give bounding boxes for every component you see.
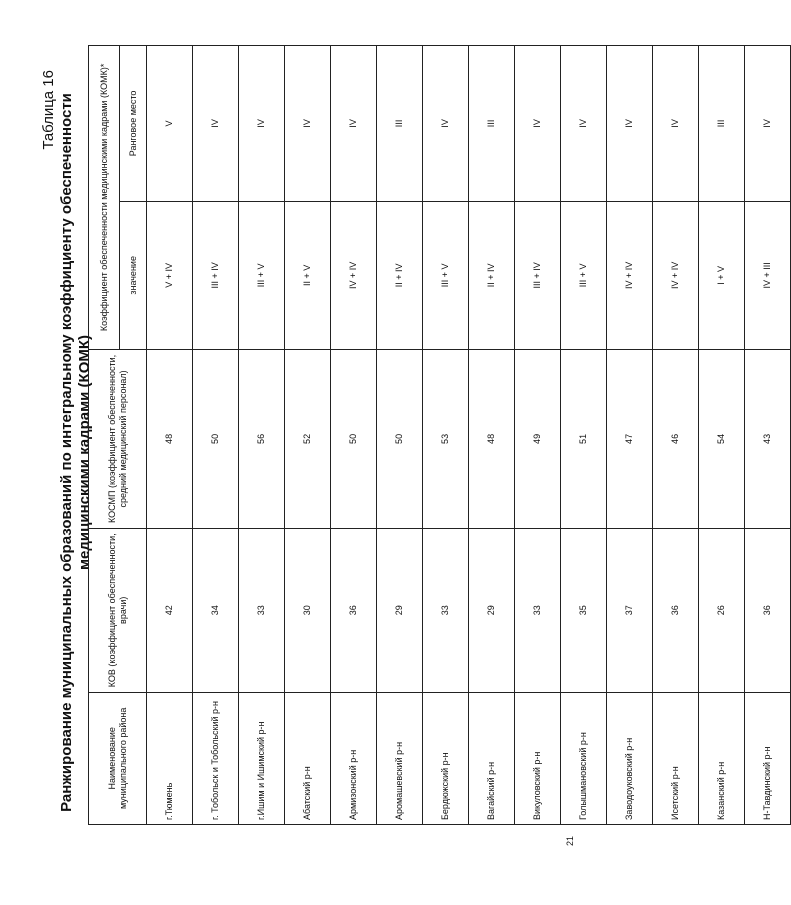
cell-value: III + V — [423, 201, 469, 349]
cell-kov: 29 — [469, 529, 515, 693]
ranking-table — [88, 45, 791, 825]
cell-kosmp: 54 — [699, 349, 745, 528]
table-row — [745, 46, 791, 825]
cell-rank: IV — [515, 46, 561, 202]
cell-rank: IV — [423, 46, 469, 202]
table-row — [331, 46, 377, 825]
cell-kov: 35 — [561, 529, 607, 693]
cell-rank: III — [699, 46, 745, 202]
table-row — [423, 46, 469, 825]
cell-value: IV + III — [745, 201, 791, 349]
cell-rank: IV — [239, 46, 285, 202]
cell-kov: 42 — [147, 529, 193, 693]
cell-value: II + IV — [469, 201, 515, 349]
cell-rank: IV — [331, 46, 377, 202]
cell-rank: IV — [193, 46, 239, 202]
cell-rank: III — [377, 46, 423, 202]
header-value: значение — [120, 201, 147, 349]
header-kosmp: КОСМП (коэффициент обеспеченности, средний медицинский персонал) — [89, 349, 147, 528]
table-body — [147, 46, 791, 825]
cell-kov: 29 — [377, 529, 423, 693]
cell-kosmp: 47 — [607, 349, 653, 528]
cell-value: III + V — [561, 201, 607, 349]
page-number: 21 — [565, 836, 575, 847]
cell-name: Бердюжский р-н — [423, 692, 469, 824]
cell-kosmp: 43 — [745, 349, 791, 528]
cell-name: Казанский р-н — [699, 692, 745, 824]
cell-rank: IV — [653, 46, 699, 202]
table-row — [515, 46, 561, 825]
cell-kosmp: 50 — [193, 349, 239, 528]
header-komk: Коэффициент обеспеченности медицинскими кадрами (КОМК)* — [89, 46, 120, 350]
cell-kov: 34 — [193, 529, 239, 693]
cell-rank: IV — [607, 46, 653, 202]
cell-value: IV + IV — [331, 201, 377, 349]
header-kov: КОВ (коэффициент обеспеченности, врачи) — [89, 529, 147, 693]
cell-rank: IV — [561, 46, 607, 202]
cell-kov: 37 — [607, 529, 653, 693]
cell-value: III + IV — [193, 201, 239, 349]
table-row — [285, 46, 331, 825]
cell-kosmp: 46 — [653, 349, 699, 528]
cell-name: г.Ишим и Ишимский р-н — [239, 692, 285, 824]
cell-kosmp: 51 — [561, 349, 607, 528]
cell-kov: 33 — [423, 529, 469, 693]
cell-name: Викуловский р-н — [515, 692, 561, 824]
header-name: Наименование муниципального района — [89, 692, 147, 824]
cell-kosmp: 52 — [285, 349, 331, 528]
cell-name: Исетский р-н — [653, 692, 699, 824]
cell-name: Н-Тавдинский р-н — [745, 692, 791, 824]
cell-kov: 36 — [653, 529, 699, 693]
cell-value: II + IV — [377, 201, 423, 349]
cell-kov: 36 — [745, 529, 791, 693]
cell-kosmp: 48 — [469, 349, 515, 528]
cell-name: Заводоуковский р-н — [607, 692, 653, 824]
cell-rank: IV — [745, 46, 791, 202]
table-row — [469, 46, 515, 825]
table-row — [653, 46, 699, 825]
cell-value: IV + IV — [653, 201, 699, 349]
table-row — [377, 46, 423, 825]
cell-rank: V — [147, 46, 193, 202]
table-caption: Таблица 16 — [40, 70, 57, 150]
cell-kosmp: 49 — [515, 349, 561, 528]
cell-name: г.Тюмень — [147, 692, 193, 824]
cell-value: II + V — [285, 201, 331, 349]
cell-kov: 33 — [239, 529, 285, 693]
cell-name: Абатский р-н — [285, 692, 331, 824]
cell-name: Аромашевский р-н — [377, 692, 423, 824]
table-row — [699, 46, 745, 825]
table-row — [607, 46, 653, 825]
header-rank: Ранговое место — [120, 46, 147, 202]
table-row — [193, 46, 239, 825]
table-title: Ранжирование муниципальных образований по интегральному коэффициенту обеспеченности медицинскими кадрами (КОМК) — [58, 93, 93, 812]
cell-name: г. Тобольск и Тобольский р-н — [193, 692, 239, 824]
cell-kosmp: 50 — [377, 349, 423, 528]
cell-kov: 30 — [285, 529, 331, 693]
cell-name: Армизонский р-н — [331, 692, 377, 824]
cell-kosmp: 50 — [331, 349, 377, 528]
cell-rank: III — [469, 46, 515, 202]
cell-kov: 26 — [699, 529, 745, 693]
cell-value: III + IV — [515, 201, 561, 349]
cell-kosmp: 56 — [239, 349, 285, 528]
table-row — [239, 46, 285, 825]
cell-value: V + IV — [147, 201, 193, 349]
cell-name: Вагайский р-н — [469, 692, 515, 824]
cell-value: IV + IV — [607, 201, 653, 349]
cell-kosmp: 53 — [423, 349, 469, 528]
cell-kov: 33 — [515, 529, 561, 693]
table-row — [561, 46, 607, 825]
cell-value: I + V — [699, 201, 745, 349]
cell-value: III + V — [239, 201, 285, 349]
cell-name: Голышмановский р-н — [561, 692, 607, 824]
cell-kov: 36 — [331, 529, 377, 693]
cell-kosmp: 48 — [147, 349, 193, 528]
table-row — [147, 46, 193, 825]
cell-rank: IV — [285, 46, 331, 202]
